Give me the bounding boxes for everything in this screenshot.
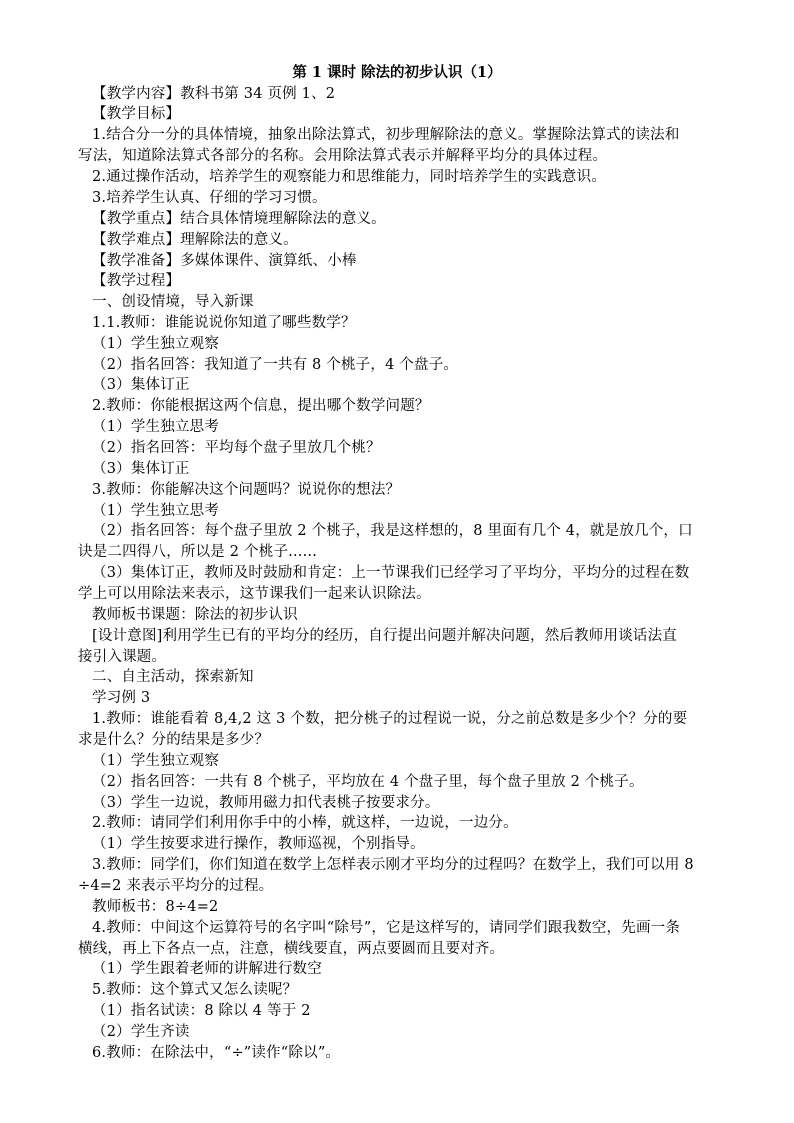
- text-line: 求是什么？分的结果是多少？: [78, 732, 270, 748]
- lesson-title: 第 1 课时 除法的初步认识（1）: [292, 64, 502, 81]
- text-line: 3.培养学生认真、仔细的学习习惯。: [92, 190, 327, 206]
- text-line: 教师板书：8÷4=2: [92, 899, 219, 915]
- text-line: （2）指名回答：一共有 8 个桃子，平均放在 4 个盘子里，每个盘子里放 2 个桃子。: [92, 774, 644, 790]
- text-line: （2）指名回答：每个盘子里放 2 个桃子，我是这样想的，8 里面有几个 4，就是放几个，口: [92, 523, 693, 539]
- text-line: 一、创设情境，导入新课: [92, 294, 254, 310]
- text-line: 1.结合分一分的具体情境，抽象出除法算式，初步理解除法的意义。掌握除法算式的读法和: [92, 127, 680, 143]
- text-line: （3）学生一边说，教师用磁力扣代表桃子按要求分。: [92, 795, 440, 811]
- text-line: 3.教师：同学们，你们知道在数学上怎样表示刚才平均分的过程吗？在数学上，我们可以用 8: [92, 857, 694, 873]
- text-line: 3.教师：你能解决这个问题吗？说说你的想法？: [92, 482, 401, 498]
- text-line: 【教学内容】教科书第 34 页例 1、2: [92, 86, 336, 102]
- text-line: 横线，再上下各点一点，注意，横线要直，两点要圆而且要对齐。: [78, 941, 505, 957]
- text-line: 4.教师：中间这个运算符号的名字叫“除号”，它是这样写的，请同学们跟我数空，先画一条: [92, 920, 681, 936]
- text-line: 二、自主活动，探索新知: [92, 669, 254, 685]
- text-line: （3）集体订正，教师及时鼓励和肯定：上一节课我们已经学习了平均分，平均分的过程在数: [92, 565, 690, 581]
- text-line: 写法，知道除法算式各部分的名称。会用除法算式表示并解释平均分的具体过程。: [78, 148, 608, 164]
- text-line: （3）集体订正: [92, 461, 190, 477]
- text-line: 学习例 3: [92, 690, 151, 706]
- text-line: 2.通过操作活动，培养学生的观察能力和思维能力，同时培养学生的实践意识。: [92, 169, 607, 185]
- text-line: （1）学生独立观察: [92, 753, 220, 769]
- text-line: 【教学目标】: [92, 106, 181, 122]
- text-line: （3）集体订正: [92, 377, 190, 393]
- text-line: （2）指名回答：我知道了一共有 8 个桃子，4 个盘子。: [92, 357, 459, 373]
- text-line: 2.教师：你能根据这两个信息，提出哪个数学问题？: [92, 398, 430, 414]
- text-line: 【教学过程】: [92, 273, 181, 289]
- text-line: （2）学生齐读: [92, 1024, 190, 1040]
- text-line: 教师板书课题：除法的初步认识: [92, 607, 298, 623]
- text-line: （1）学生独立思考: [92, 503, 220, 519]
- text-line: （1）学生独立观察: [92, 336, 220, 352]
- text-line: 1.1.教师：谁能说说你知道了哪些数学？: [92, 315, 356, 331]
- text-line: 6.教师：在除法中，“÷”读作“除以”。: [92, 1045, 341, 1061]
- text-line: （1）学生按要求进行操作，教师巡视，个别指导。: [92, 836, 425, 852]
- text-line: （1）学生独立思考: [92, 419, 220, 435]
- text-line: 【教学难点】理解除法的意义。: [92, 232, 298, 248]
- text-line: 接引入课题。: [78, 649, 167, 665]
- text-line: [设计意图]利用学生已有的平均分的经历，自行提出问题并解决问题，然后教师用谈话法直: [92, 628, 678, 644]
- text-line: 学上可以用除法来表示，这节课我们一起来认识除法。: [78, 586, 431, 602]
- text-line: （1）指名试读：8 除以 4 等于 2: [92, 1003, 311, 1019]
- text-line: （1）学生跟着老师的讲解进行数空: [92, 961, 322, 977]
- text-line: 5.教师：这个算式又怎么读呢？: [92, 982, 298, 998]
- text-line: （2）指名回答：平均每个盘子里放几个桃？: [92, 440, 381, 456]
- text-line: 2.教师：请同学们利用你手中的小棒，就这样，一边说，一边分。: [92, 815, 518, 831]
- text-line: 【教学重点】结合具体情境理解除法的意义。: [92, 211, 386, 227]
- text-line: ÷4=2 来表示平均分的过程。: [78, 878, 274, 894]
- text-line: 诀是二四得八，所以是 2 个桃子......: [78, 544, 317, 560]
- text-line: 【教学准备】多媒体课件、演算纸、小棒: [92, 253, 357, 269]
- text-line: 1.教师：谁能看着 8,4,2 这 3 个数，把分桃子的过程说一说，分之前总数是多少个？分的要: [92, 711, 688, 727]
